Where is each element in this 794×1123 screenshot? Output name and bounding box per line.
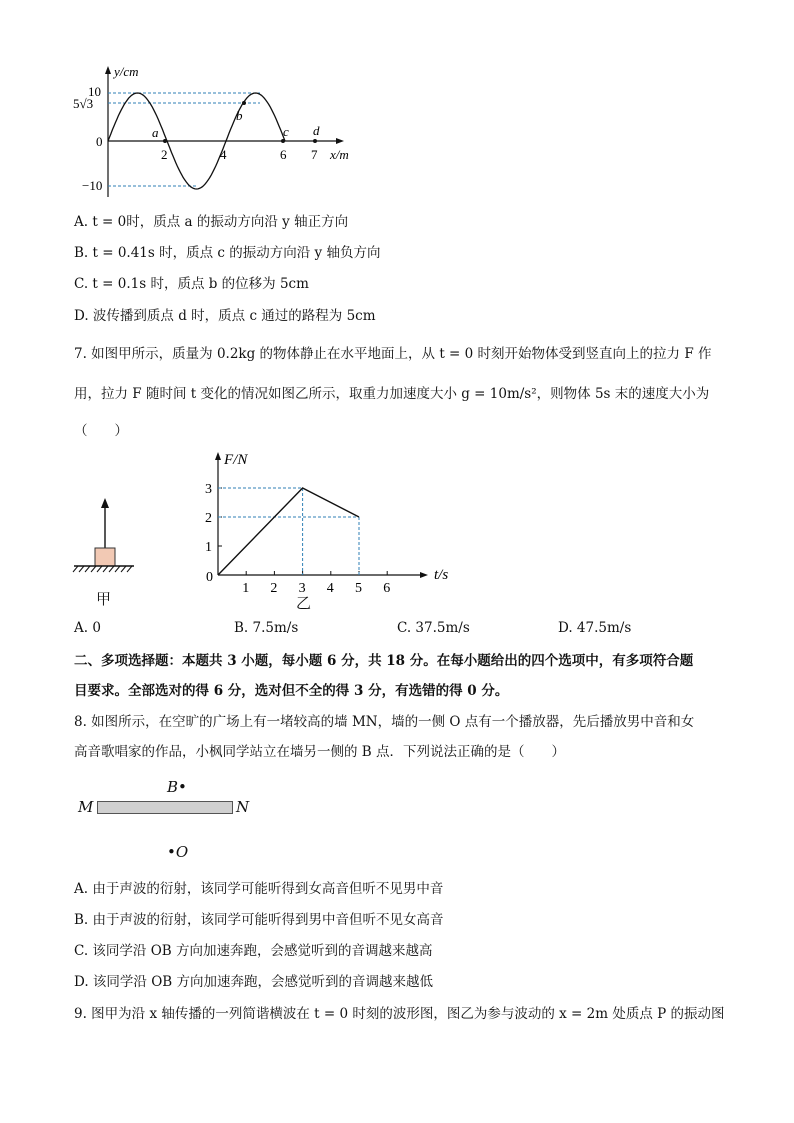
force-xtick-1: 1 xyxy=(242,581,250,594)
force-y-arrow xyxy=(215,452,221,460)
q7-option-c: C. 37.5m/s xyxy=(397,620,470,636)
force-y-label: F/N xyxy=(224,452,248,468)
point-d-dot xyxy=(313,139,317,143)
label-o: •O xyxy=(167,843,189,861)
point-c-dot xyxy=(281,139,285,143)
wave-tick-10: 10 xyxy=(88,84,101,99)
label-m: M xyxy=(78,798,94,816)
q6-option-d: D. 波传播到质点 d 时，质点 c 通过的路程为 5cm xyxy=(74,308,376,324)
q7-option-a: A. 0 xyxy=(74,620,101,636)
point-b-label: b xyxy=(236,108,243,123)
fig-jia-caption: 甲 xyxy=(96,590,112,608)
wave-y-label: y/cm xyxy=(114,64,139,79)
wave-tick-neg10: −10 xyxy=(82,178,103,193)
wave-x-label: x/m xyxy=(330,147,349,162)
q8-option-b: B. 由于声波的衍射，该同学可能听得到男中音但听不见女高音 xyxy=(74,912,444,928)
force-xtick-6: 6 xyxy=(383,581,391,594)
ground-hatch xyxy=(73,566,132,572)
q7-option-b: B. 7.5m/s xyxy=(234,620,299,636)
force-xtick-5: 5 xyxy=(355,581,362,594)
point-a-label: a xyxy=(152,125,159,140)
force-arrow-head xyxy=(101,498,109,508)
point-c-label: c xyxy=(283,124,289,139)
section2-line2: 目要求。全部选对的得 6 分，选对但不全的得 3 分，有选错的得 0 分。 xyxy=(74,683,509,699)
force-line xyxy=(218,488,359,575)
q6-option-a: A. t = 0时，质点 a 的振动方向沿 y 轴正方向 xyxy=(74,214,349,230)
force-xtick-3: 3 xyxy=(298,581,306,594)
q8-option-a: A. 由于声波的衍射，该同学可能听得到女高音但听不见男中音 xyxy=(74,881,444,897)
wall-mn xyxy=(97,801,233,814)
q6-option-b: B. t = 0.41s 时，质点 c 的振动方向沿 y 轴负方向 xyxy=(74,245,381,261)
force-origin: 0 xyxy=(206,570,213,585)
force-graph xyxy=(198,444,468,594)
wave-xtick-2: 2 xyxy=(161,147,168,162)
force-xtick-2: 2 xyxy=(270,581,278,594)
force-x-arrow xyxy=(420,572,428,578)
wave-x-arrow xyxy=(336,138,344,144)
point-a-dot xyxy=(163,139,167,143)
label-n: N xyxy=(236,798,250,816)
q8-option-c: C. 该同学沿 OB 方向加速奔跑，会感觉听到的音调越来越高 xyxy=(74,943,433,959)
q8-line2: 高音歌唱家的作品，小枫同学站立在墙另一侧的 B 点．下列说法正确的是（ ） xyxy=(74,744,566,760)
force-ytick-2: 2 xyxy=(205,511,212,526)
section2-line1: 二、多项选择题：本题共 3 小题，每小题 6 分，共 18 分。在每小题给出的四个选项中，有多项符合题 xyxy=(74,653,694,669)
block xyxy=(95,548,115,566)
q7-option-d: D. 47.5m/s xyxy=(558,620,632,636)
point-d-label: d xyxy=(313,123,320,138)
wave-graph xyxy=(70,62,370,202)
force-x-label: t/s xyxy=(434,567,449,583)
force-xtick-4: 4 xyxy=(326,581,334,594)
q8-line1: 8. 如图所示，在空旷的广场上有一堵较高的墙 MN，墙的一侧 O 点有一个播放器，先后播放男中音和女 xyxy=(74,714,695,730)
q7-line2: 用，拉力 F 随时间 t 变化的情况如图乙所示，取重力加速度大小 g = 10m/s²，则物体 5s 末的速度大小为 xyxy=(74,386,710,402)
force-ytick-3: 3 xyxy=(205,482,212,497)
q8-option-d: D. 该同学沿 OB 方向加速奔跑，会感觉听到的音调越来越低 xyxy=(74,974,433,990)
wave-xtick-4: 4 xyxy=(220,147,227,162)
wave-tick-5root3: 5√3 xyxy=(73,96,94,111)
q7-line1: 7. 如图甲所示，质量为 0.2kg 的物体静止在水平地面上，从 t = 0 时刻开始物体受到竖直向上的拉力 F 作 xyxy=(74,346,712,362)
force-ytick-1: 1 xyxy=(205,540,212,555)
label-b: B• xyxy=(167,778,187,796)
wave-xtick-6: 6 xyxy=(280,147,287,162)
point-b-dot xyxy=(242,101,246,105)
wave-tick-0: 0 xyxy=(96,134,103,149)
q6-option-c: C. t = 0.1s 时，质点 b 的位移为 5cm xyxy=(74,276,309,292)
wave-y-arrow xyxy=(105,66,111,74)
q7-line3: （ ） xyxy=(74,423,128,439)
q9-line1: 9. 图甲为沿 x 轴传播的一列简谐横波在 t = 0 时刻的波形图，图乙为参与波动的 x = 2m 处质点 P 的振动图 xyxy=(74,1006,725,1022)
fig-yi-caption: 乙 xyxy=(296,594,312,612)
wave-xtick-7: 7 xyxy=(311,147,318,162)
